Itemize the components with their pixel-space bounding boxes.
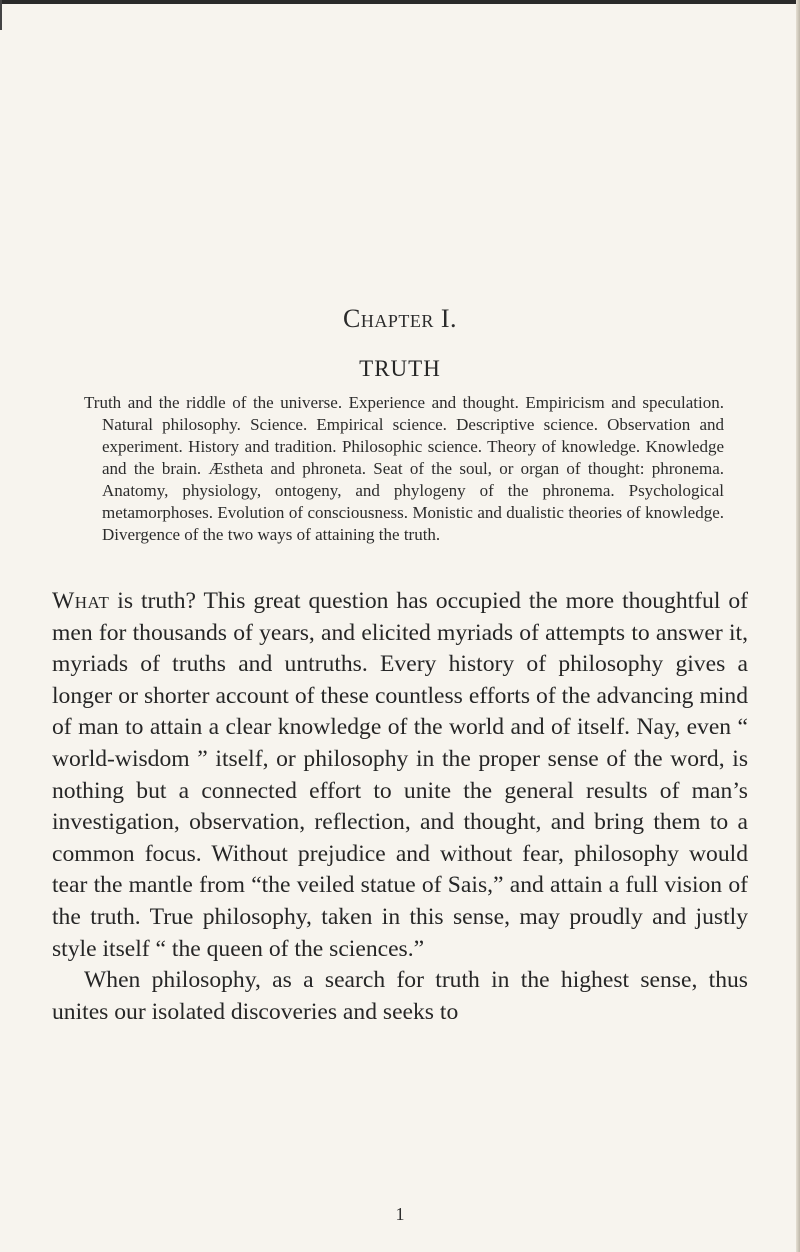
lead-word: What <box>52 588 110 614</box>
page-top-edge <box>0 0 800 4</box>
paragraph-2: When philosophy, as a search for truth in the highest sense, thus unites our isolated discoveries and seeks to <box>52 967 748 1025</box>
paragraph-1-text: is truth? This great question has occupied the more thoughtful of men for thousands of years, and elicited myriads of attempts to answer it, myriads of truths and untruths. Every history of philosophy gives a longer or shorter account of these countless efforts of the advancing mind of man to attain a clear knowledge of the world and of itself. Nay, even “ world-wisdom ” itself, or philosophy in the proper sense of the word, is nothing but a connected effort to unite the general results of man’s investigation, observation, reflection, and thought, and bring them to a common focus. Without prejudice and without fear, philosophy would tear the mantle from “the veiled statue of Sais,” and attain a full vision of the truth. True philosophy, taken in this sense, may proudly and justly style itself “ the queen of the sciences.” <box>52 588 748 962</box>
chapter-title: TRUTH <box>359 356 441 381</box>
page-left-edge-mark <box>0 0 2 30</box>
body-text <box>52 586 748 1028</box>
chapter-heading: Chapter I. <box>342 304 457 333</box>
page-number: 1 <box>395 1204 405 1224</box>
page-right-edge-shadow <box>796 0 800 1252</box>
paragraph-1 <box>52 586 748 965</box>
chapter-synopsis: Truth and the riddle of the universe. Experience and thought. Empiricism and speculation. Natural philosophy. Science. Empirical science. Descriptive science. Observation and experiment. History and tradition. Philosophic science. Theory of knowledge. Knowledge and the brain. Æstheta and phroneta. Seat of the soul, or organ of thought: phronema. Anatomy, physiology, ontogeny, and phylogeny of the phronema. Psychological metamorphoses. Evolution of consciousness. Monistic and dualistic theories of knowledge. Divergence of the two ways of attaining the truth. <box>84 393 724 544</box>
